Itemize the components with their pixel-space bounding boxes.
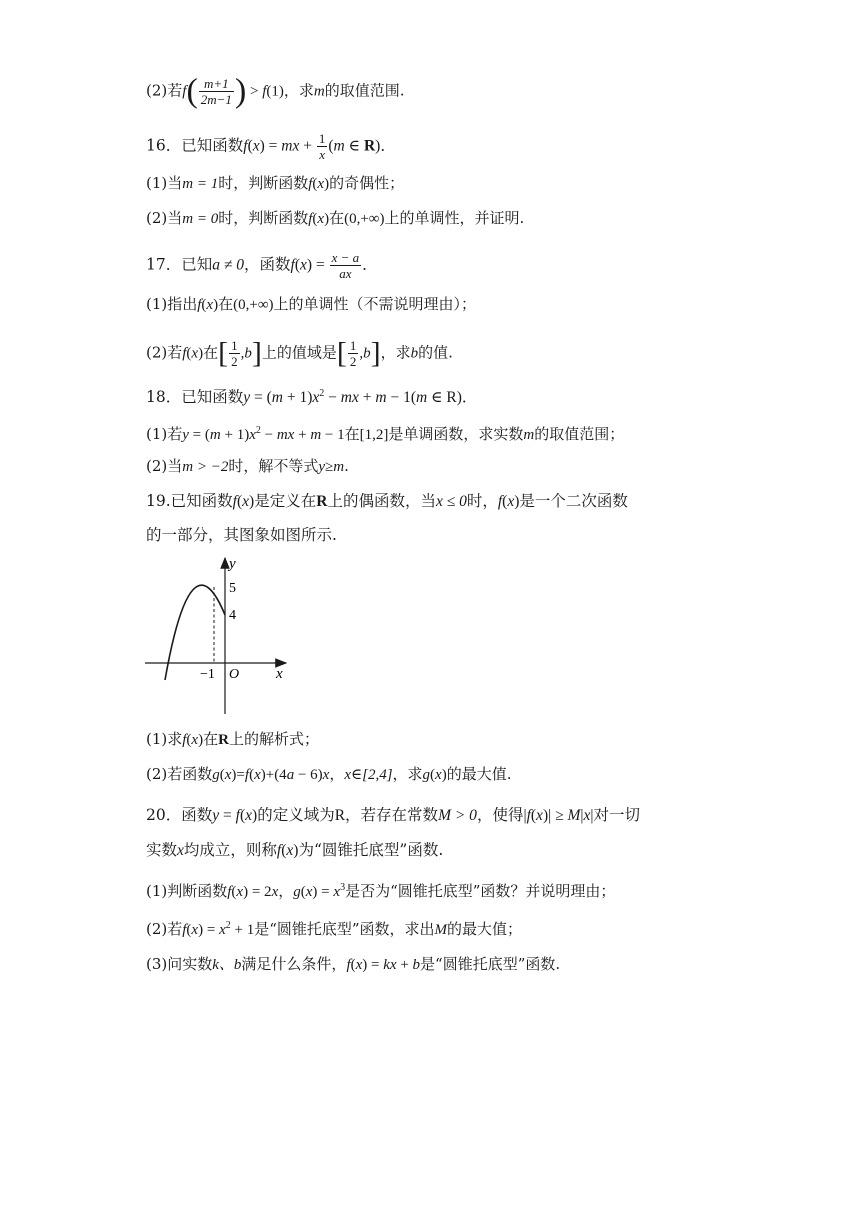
math: ( xyxy=(312,176,318,192)
text: (2)当 xyxy=(146,457,183,475)
math: x xyxy=(249,427,256,443)
text: 时，判断函数 xyxy=(218,209,309,227)
math: ) xyxy=(198,732,204,748)
text: 上的单调性（不需说明理由）； xyxy=(273,295,477,313)
math-var: M xyxy=(434,922,448,938)
math: m xyxy=(415,389,428,407)
math: f xyxy=(182,732,187,748)
bracket: [ xyxy=(336,336,347,370)
text: 的值. xyxy=(418,343,453,362)
text: ， xyxy=(329,765,345,783)
math: f xyxy=(290,256,295,274)
fraction xyxy=(348,338,359,369)
math: f xyxy=(243,137,248,155)
text: 是定义在 xyxy=(254,492,317,510)
math: ( xyxy=(350,957,356,973)
math: ( xyxy=(281,842,287,859)
text: 上的单调性，并证明. xyxy=(384,209,525,227)
math: = xyxy=(219,807,236,824)
tick-label-5: 5 xyxy=(229,581,236,596)
math: + xyxy=(396,957,413,973)
math-var: k、b xyxy=(212,957,242,973)
math: = ( xyxy=(188,427,210,443)
math: x xyxy=(300,256,307,274)
math: f xyxy=(262,83,267,100)
text: ，求 xyxy=(283,81,314,100)
text: ，求 xyxy=(392,765,423,783)
math-var: m xyxy=(523,427,535,443)
math: mx xyxy=(340,389,359,407)
math: x xyxy=(271,884,279,900)
text: (2)若函数 xyxy=(146,765,213,783)
math: x xyxy=(305,884,313,900)
math: x xyxy=(242,493,250,510)
math-var: m xyxy=(313,83,325,100)
math: x xyxy=(191,922,199,938)
text: (1)判断函数 xyxy=(146,882,228,900)
math: , xyxy=(359,345,364,362)
math: f xyxy=(244,767,250,783)
numerator: x − a xyxy=(331,250,360,265)
math: m xyxy=(310,427,322,443)
math: y≥m xyxy=(318,459,345,475)
math: − 1 xyxy=(321,427,345,443)
text: 为“圆锥托底型”函数. xyxy=(298,841,444,859)
text: ，函数 xyxy=(244,255,291,274)
text: 是“圆锥托底型”函数，求出 xyxy=(254,920,435,938)
math: x xyxy=(245,807,253,824)
math: ( xyxy=(294,256,301,274)
math: ) = xyxy=(198,922,220,938)
math: x xyxy=(317,211,325,227)
text: 是“圆锥托底型”函数. xyxy=(420,955,561,973)
math: kx xyxy=(383,957,397,973)
q20-part3 xyxy=(146,954,560,975)
q20-stem-line2 xyxy=(146,840,443,861)
fraction xyxy=(317,131,328,162)
math: ． xyxy=(362,256,378,274)
math: ( xyxy=(530,807,537,824)
math: (0,+∞) xyxy=(233,297,274,313)
q20-part2 xyxy=(146,916,522,940)
math: x xyxy=(224,767,232,783)
math: ( xyxy=(502,493,508,510)
math: x xyxy=(317,176,325,192)
math: ( xyxy=(300,884,306,900)
text: 已知函数 xyxy=(181,136,244,155)
math: ( xyxy=(249,767,255,783)
math: f xyxy=(182,83,187,100)
math: ) xyxy=(252,807,258,824)
math: f xyxy=(308,211,313,227)
math: x xyxy=(322,767,330,783)
math: ) xyxy=(293,842,299,859)
text: 上的解析式； xyxy=(228,730,319,748)
math: ) xyxy=(441,767,447,783)
math: x xyxy=(254,767,261,783)
text: 的最大值. xyxy=(446,765,512,783)
text: 在 xyxy=(203,730,219,748)
denominator: x xyxy=(319,147,325,162)
math: x xyxy=(191,345,199,362)
fraction xyxy=(229,338,240,369)
math: (0,+∞) xyxy=(344,211,385,227)
text: 实数 xyxy=(146,841,178,859)
text: 均成立，则称 xyxy=(183,841,277,859)
math: mx xyxy=(281,137,300,155)
math: ( xyxy=(312,211,318,227)
math: m = 0 xyxy=(182,211,219,227)
text: 在 xyxy=(218,295,234,313)
math: mx xyxy=(276,427,295,443)
text: 已知 xyxy=(181,255,213,274)
numerator: 1 xyxy=(349,338,357,353)
text: (3)问实数 xyxy=(146,955,213,973)
math: | xyxy=(590,807,594,824)
math: x xyxy=(191,732,199,748)
q17-part2 xyxy=(146,338,453,369)
math: 2 xyxy=(255,425,261,436)
math: x xyxy=(236,884,244,900)
text: 在 xyxy=(203,343,219,362)
denominator: 2 xyxy=(231,354,238,369)
math: x xyxy=(355,957,363,973)
bracket: ] xyxy=(251,336,262,370)
math: f xyxy=(182,922,187,938)
math: ( xyxy=(236,493,243,510)
math: ) = xyxy=(362,957,384,973)
q17-stem xyxy=(146,250,378,281)
math: + 1 xyxy=(230,922,255,938)
math: + 1) xyxy=(220,427,250,443)
y-axis-label: y xyxy=(229,556,236,572)
math: M > 0 xyxy=(438,807,477,824)
math: ( xyxy=(201,297,207,313)
math: f xyxy=(232,493,237,510)
math: f xyxy=(276,842,282,859)
math: (1) xyxy=(266,83,284,100)
q16-stem xyxy=(146,131,396,162)
math: ∈ xyxy=(344,137,364,155)
tick-label-neg1: −1 xyxy=(200,667,215,682)
math: ( xyxy=(430,767,436,783)
q20-stem-line1 xyxy=(146,805,640,826)
paren: ) xyxy=(234,72,247,110)
text: 的一部分，其图象如图所示. xyxy=(146,526,337,544)
q19-stem-line1 xyxy=(146,491,628,512)
math: [1,2] xyxy=(359,427,389,443)
math: g xyxy=(212,767,220,783)
text: (2)若 xyxy=(146,920,183,938)
text: 函数 xyxy=(181,806,213,824)
math: ) = xyxy=(259,137,282,155)
math: m = 1 xyxy=(182,176,219,192)
math-set: R xyxy=(334,807,346,824)
paren: ( xyxy=(186,72,198,110)
text: 上的值域是 xyxy=(261,343,337,362)
math: )| ≥ xyxy=(542,807,568,824)
text: 的定义域为 xyxy=(257,806,335,824)
math: + xyxy=(294,427,311,443)
q18-stem xyxy=(146,384,477,408)
text: 满足什么条件， xyxy=(241,955,347,973)
q16-part2 xyxy=(146,208,524,229)
math: x xyxy=(312,389,320,407)
math: a ≠ 0 xyxy=(212,256,245,274)
text: 上的偶函数，当 xyxy=(327,492,436,510)
text: (2)当 xyxy=(146,209,183,227)
q18-part2 xyxy=(146,456,349,477)
math: y xyxy=(182,427,189,443)
text: 时， xyxy=(466,492,498,510)
math: + xyxy=(299,137,316,155)
fraction xyxy=(199,76,234,107)
question-number: 17． xyxy=(146,255,182,274)
text: ，求 xyxy=(380,343,411,362)
text: 是否为“圆锥托底型”函数？并说明理由； xyxy=(345,882,616,900)
math: ( xyxy=(239,807,246,824)
q19-part1 xyxy=(146,729,319,750)
text: 若 xyxy=(167,81,183,100)
text: 对一切 xyxy=(593,806,641,824)
fraction xyxy=(330,250,362,281)
denominator: 2m−1 xyxy=(200,92,232,107)
question-number: 16． xyxy=(146,136,182,155)
math: y xyxy=(212,807,220,824)
math: x xyxy=(252,137,260,155)
math: x xyxy=(219,922,226,938)
math: − xyxy=(324,389,341,407)
text: ， xyxy=(278,882,294,900)
math: f xyxy=(197,297,202,313)
math: )+(4 xyxy=(260,767,287,783)
text: 已知函数 xyxy=(181,388,244,407)
math: m xyxy=(271,389,283,407)
text: ，若存在常数 xyxy=(345,806,439,824)
math: x xyxy=(333,884,341,900)
math: x xyxy=(435,767,442,783)
math: b xyxy=(244,345,252,362)
text: 在 xyxy=(329,209,345,227)
q20-part1 xyxy=(146,878,615,902)
math: f xyxy=(182,345,187,362)
math: x xyxy=(583,807,591,824)
math: f xyxy=(497,493,503,510)
text: 已知函数 xyxy=(170,492,233,510)
q16-part1 xyxy=(146,173,404,194)
math: 2 xyxy=(319,388,325,399)
math: | xyxy=(580,807,584,824)
math: M xyxy=(567,807,581,824)
math: x∈[2,4] xyxy=(344,767,393,783)
text: 的取值范围； xyxy=(534,425,625,443)
math: ( xyxy=(186,345,192,362)
math: ) xyxy=(324,176,330,192)
math: m xyxy=(209,427,221,443)
math: + 1) xyxy=(283,389,313,407)
math: ( xyxy=(247,137,253,155)
text: (1)求 xyxy=(146,730,183,748)
parabola-curve xyxy=(165,585,225,680)
math: f xyxy=(308,176,313,192)
q15-part2 xyxy=(146,72,405,110)
math-set: R xyxy=(218,732,229,748)
math: ( xyxy=(186,922,192,938)
math: x ≤ 0 xyxy=(435,493,467,510)
math: 3 xyxy=(340,882,346,893)
math: = ( xyxy=(250,389,272,407)
math: )． xyxy=(375,137,396,155)
text: 的奇偶性； xyxy=(329,174,405,192)
math: − xyxy=(260,427,277,443)
math: 2 xyxy=(225,920,231,931)
denominator: 2 xyxy=(349,354,357,369)
tick-label-4: 4 xyxy=(229,608,236,623)
math: y xyxy=(243,389,251,407)
math: ) = xyxy=(306,256,329,274)
text: ，使得 xyxy=(476,806,524,824)
math: ( xyxy=(328,137,334,155)
math: f xyxy=(346,957,351,973)
math: ( xyxy=(231,884,237,900)
origin-label: O xyxy=(229,667,240,682)
bracket: ] xyxy=(370,336,381,370)
math: − 1( xyxy=(386,389,416,407)
text: 是一个二次函数 xyxy=(519,492,628,510)
x-axis-label: x xyxy=(276,666,283,682)
text: 的取值范围. xyxy=(324,81,405,100)
text: (2)若 xyxy=(146,343,183,362)
math: ) xyxy=(213,297,219,313)
math: x xyxy=(507,493,515,510)
math: f xyxy=(526,807,531,824)
math-var: b xyxy=(410,345,419,362)
function-graph xyxy=(140,552,300,722)
math: b xyxy=(412,957,421,973)
denominator: ax xyxy=(339,266,352,281)
math-set: R xyxy=(316,493,328,510)
numerator: m+1 xyxy=(199,76,234,92)
math: ) = 2 xyxy=(243,884,272,900)
q19-stem-line2 xyxy=(146,525,337,545)
math: − 6) xyxy=(294,767,323,783)
math: g xyxy=(293,884,301,900)
text: 在 xyxy=(344,425,360,443)
math: ( xyxy=(219,767,225,783)
text: 的最大值； xyxy=(447,920,523,938)
math: f xyxy=(227,884,232,900)
text: . xyxy=(344,457,349,475)
text: (1)当 xyxy=(146,174,183,192)
text: 时，判断函数 xyxy=(218,174,309,192)
math: ) xyxy=(514,493,520,510)
math: m xyxy=(375,389,387,407)
math: | xyxy=(523,807,527,824)
text: 时，解不等式 xyxy=(228,457,319,475)
math: )= xyxy=(231,767,245,783)
math: x xyxy=(286,842,294,859)
math: + xyxy=(358,389,376,407)
math: a xyxy=(286,767,295,783)
text: 是单调函数，求实数 xyxy=(388,425,524,443)
question-number: 20． xyxy=(146,806,182,824)
math-var: x xyxy=(177,842,184,859)
math: ) = xyxy=(312,884,334,900)
math: ) xyxy=(249,493,255,510)
math: ) xyxy=(324,211,330,227)
part-label: (2) xyxy=(146,81,168,100)
question-number: 19. xyxy=(146,492,171,510)
q19-part2 xyxy=(146,764,512,785)
math: > xyxy=(246,83,263,100)
question-number: 18． xyxy=(146,388,182,407)
math: , xyxy=(240,345,245,362)
math: x xyxy=(536,807,543,824)
numerator: 1 xyxy=(318,131,326,146)
numerator: 1 xyxy=(231,338,238,353)
math: m > −2 xyxy=(182,459,229,475)
math: x xyxy=(206,297,214,313)
q17-part1 xyxy=(146,294,476,315)
text: (1)若 xyxy=(146,425,183,443)
math: g xyxy=(422,767,431,783)
math: m xyxy=(333,137,345,155)
bracket: [ xyxy=(218,336,229,370)
q18-part1 xyxy=(146,421,624,445)
math: ( xyxy=(186,732,192,748)
math: b xyxy=(363,345,371,362)
math-set: R xyxy=(363,137,376,155)
math: ) xyxy=(198,345,204,362)
math: ∈ R)． xyxy=(427,389,478,407)
math: f xyxy=(235,807,240,824)
text: (1)指出 xyxy=(146,295,198,313)
